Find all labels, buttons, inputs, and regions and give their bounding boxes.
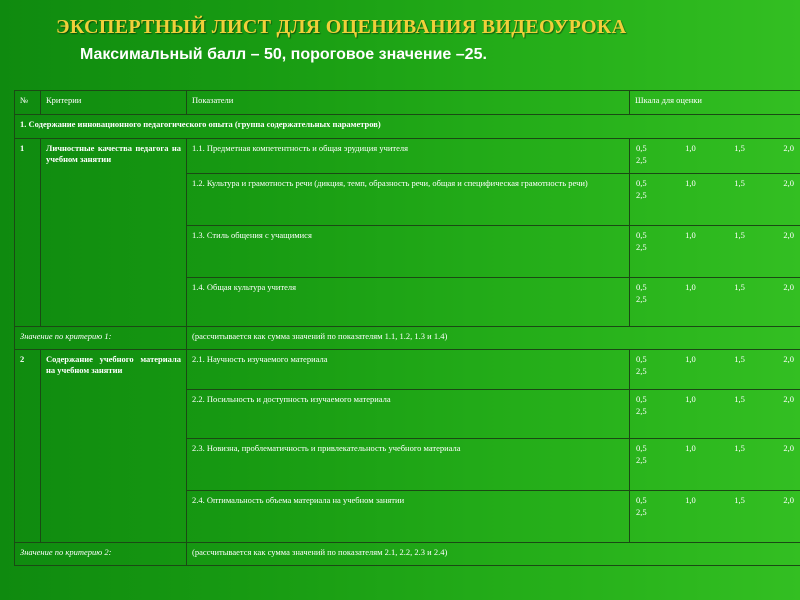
evaluation-table bbox=[14, 90, 800, 566]
table-row bbox=[15, 350, 800, 389]
indicator: 2.1. Научность изучаемого материала bbox=[187, 350, 630, 389]
criterion-sum-row bbox=[15, 543, 800, 566]
criterion-sum-text: (рассчитывается как сумма значений по показателям 2.1, 2.2, 2.3 и 2.4) bbox=[187, 543, 800, 566]
score-scale: 0,5 1,0 1,5 2,0 2,5 bbox=[630, 439, 800, 491]
header-number: № bbox=[15, 91, 41, 115]
section-title: 1. Содержание инновационного педагогического опыта (группа содержательных параметров) bbox=[15, 114, 800, 138]
indicator: 1.4. Общая культура учителя bbox=[187, 277, 630, 327]
indicator: 2.2. Посильность и доступность изучаемого материала bbox=[187, 389, 630, 439]
page-subtitle: Максимальный балл – 50, пороговое значение –25. bbox=[80, 46, 487, 63]
score-scale: 0,5 1,0 1,5 2,0 2,5 bbox=[630, 225, 800, 277]
header-scale: Шкала для оценки bbox=[630, 91, 800, 115]
score-scale: 0,5 1,0 1,5 2,0 2,5 bbox=[630, 138, 800, 173]
criterion-sum-text: (рассчитывается как сумма значений по показателям 1.1, 1.2, 1.3 и 1.4) bbox=[187, 327, 800, 350]
header-indicators: Показатели bbox=[187, 91, 630, 115]
criterion-sum-label: Значение по критерию 2: bbox=[15, 543, 187, 566]
criterion-name: Личностные качества педагога на учебном занятии bbox=[41, 138, 187, 327]
score-scale: 0,5 1,0 1,5 2,0 2,5 bbox=[630, 277, 800, 327]
score-scale: 0,5 1,0 1,5 2,0 2,5 bbox=[630, 173, 800, 225]
section-row bbox=[15, 114, 800, 138]
indicator: 1.1. Предметная компетентность и общая эрудиция учителя bbox=[187, 138, 630, 173]
table-row bbox=[15, 138, 800, 173]
indicator: 2.3. Новизна, проблематичность и привлекательность учебного материала bbox=[187, 439, 630, 491]
page-title: ЭКСПЕРТНЫЙ ЛИСТ ДЛЯ ОЦЕНИВАНИЯ ВИДЕОУРОКА bbox=[56, 16, 627, 38]
criterion-number: 2 bbox=[15, 350, 41, 543]
score-scale: 0,5 1,0 1,5 2,0 2,5 bbox=[630, 350, 800, 389]
criterion-number: 1 bbox=[15, 138, 41, 327]
score-scale: 0,5 1,0 1,5 2,0 2,5 bbox=[630, 389, 800, 439]
indicator: 1.2. Культура и грамотность речи (дикция, темп, образность речи, общая и специфическая грамотность речи) bbox=[187, 173, 630, 225]
score-scale: 0,5 1,0 1,5 2,0 2,5 bbox=[630, 491, 800, 543]
indicator: 1.3. Стиль общения с учащимися bbox=[187, 225, 630, 277]
header-criteria: Критерии bbox=[41, 91, 187, 115]
criterion-name: Содержание учебного материала на учебном занятии bbox=[41, 350, 187, 543]
table-header-row bbox=[15, 91, 800, 115]
criterion-sum-label: Значение по критерию 1: bbox=[15, 327, 187, 350]
criterion-sum-row bbox=[15, 327, 800, 350]
indicator: 2.4. Оптимальность объема материала на учебном занятии bbox=[187, 491, 630, 543]
